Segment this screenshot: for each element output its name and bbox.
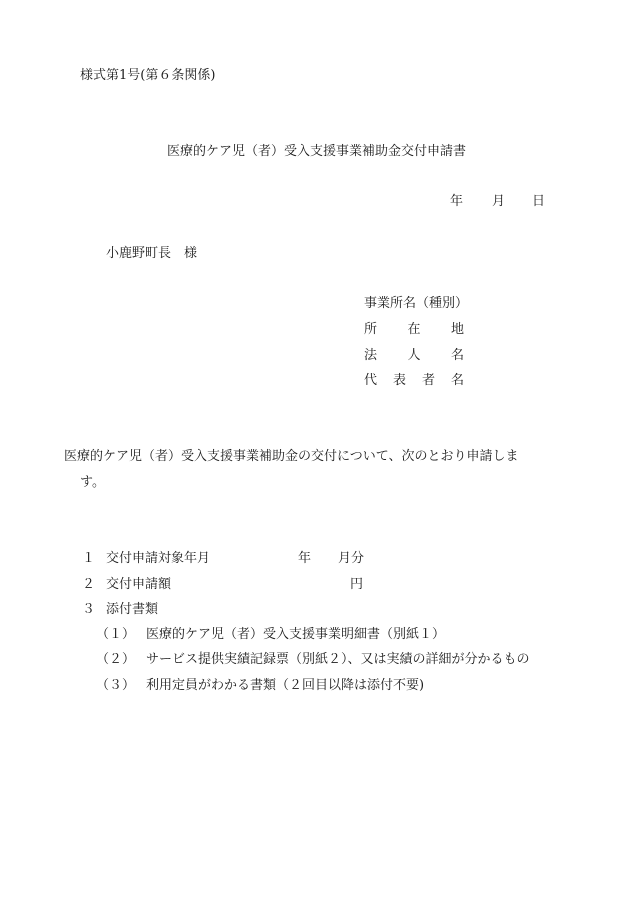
date-month: 月 <box>492 194 506 209</box>
item-3-label: 添付書類 <box>106 602 159 617</box>
attachment-3-number: （３） <box>96 678 136 693</box>
date-day: 日 <box>532 194 546 209</box>
body-text-line2: す。 <box>80 475 105 490</box>
item-2-unit: 円 <box>350 577 364 592</box>
location-label: 所 在 地 <box>364 322 464 337</box>
document-title: 医療的ケア児（者）受入支援事業補助金交付申請書 <box>167 144 467 159</box>
item-1-number: １ <box>82 551 96 566</box>
item-2-label: 交付申請額 <box>106 577 172 592</box>
corporation-label: 法 人 名 <box>364 348 464 363</box>
attachment-1-number: （１） <box>96 627 136 642</box>
item-1-year: 年 <box>298 551 312 566</box>
item-1-month: 月分 <box>338 551 365 566</box>
item-2-number: ２ <box>82 577 96 592</box>
date-year: 年 <box>450 194 464 209</box>
office-name-label: 事業所名（種別） <box>364 296 469 311</box>
body-text-line1: 医療的ケア児（者）受入支援事業補助金の交付について、次のとおり申請しま <box>64 449 519 464</box>
form-number: 様式第1号(第６条関係) <box>80 68 216 83</box>
attachment-2-number: （２） <box>96 652 136 667</box>
item-3-number: ３ <box>82 602 96 617</box>
recipient: 小鹿野町長 様 <box>106 246 198 261</box>
representative-label: 代 表 者 名 <box>364 373 464 388</box>
attachment-2-text: サービス提供実績記録票（別紙２）、又は実績の詳細が分かるもの <box>146 652 530 667</box>
item-1-label: 交付申請対象年月 <box>106 551 211 566</box>
attachment-1-text: 医療的ケア児（者）受入支援事業明細書（別紙１） <box>146 627 446 642</box>
attachment-3-text: 利用定員がわかる書類（２回目以降は添付不要) <box>146 678 425 693</box>
